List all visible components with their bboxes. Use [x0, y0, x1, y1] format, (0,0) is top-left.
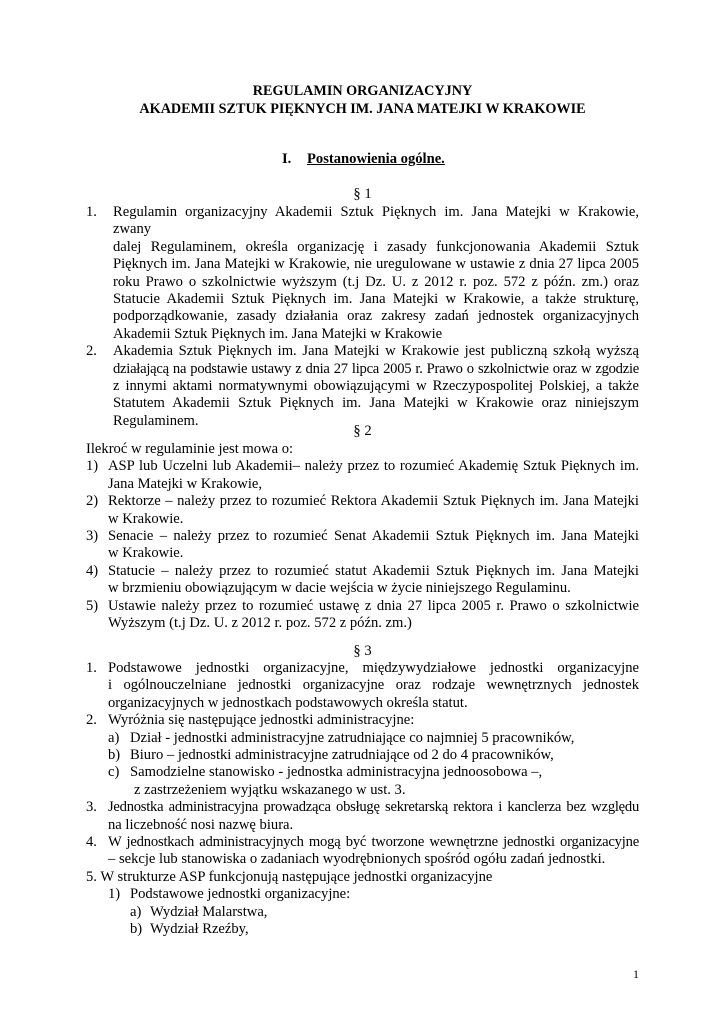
text-line: Wydział Rzeźby,	[150, 921, 249, 938]
text-line: Samodzielne stanowisko - jednostka administracyjna jednoosobowa –,	[130, 764, 543, 781]
document-title-line-1: REGULAMIN ORGANIZACYJNY	[252, 83, 473, 99]
text-line: Statucie – należy przez to rozumieć statut Akademii Sztuk Pięknych im. Jana Matejki	[108, 562, 639, 579]
list-item-5: 5. W strukturze ASP funkcjonują następujące jednostki organizacyjne	[86, 868, 493, 885]
section-label: Postanowienia ogólne.	[307, 151, 445, 167]
text-line: roku Prawo o szkolnictwie wyższym (t.j Dz. U. z 2012 r. poz. 572 z późn. zm.) oraz	[113, 273, 639, 290]
list-number: 4)	[86, 562, 99, 579]
text-line: Wydział Malarstwa,	[150, 903, 268, 920]
list-item	[86, 598, 639, 633]
text-line: podporządkowanie, zasady działania oraz zakresy zadań jednostek organizacyjnych	[113, 308, 639, 325]
sub-list-item	[130, 921, 639, 938]
paragraph-mark-2: § 2	[353, 423, 372, 439]
list-item-text	[113, 343, 639, 430]
list-item	[86, 712, 639, 799]
text-line: Wyższym (t.j Dz. U. z 2012 r. poz. 572 z późn. zm.)	[108, 615, 412, 632]
text-line: Wyróżnia się następujące jednostki administracyjne:	[108, 712, 415, 729]
text-line: Statucie Akademii Sztuk Pięknych im. Jana Matejki w Krakowie, a także strukturę,	[113, 291, 639, 308]
text-line: Biuro – jednostki administracyjne zatrudniające od 2 do 4 pracowników,	[130, 747, 554, 764]
list-item	[86, 493, 639, 528]
text-line: i ogólnouczelniane jednostki organizacyjne oraz rodzaje wewnętrznych jednostek	[108, 677, 639, 694]
paragraph-3	[86, 660, 639, 939]
list-number: 2.	[86, 343, 97, 360]
list-item	[86, 799, 639, 834]
list-item	[86, 528, 639, 563]
text-line: Akademii Sztuk Pięknych im. Jana Matejki w Krakowie	[113, 325, 443, 342]
paragraph-mark-3: § 3	[353, 643, 372, 659]
list-number: 2.	[86, 712, 97, 729]
text-line: organizacyjnych w jednostkach podstawowych określa statut.	[108, 694, 468, 711]
sub-list-number: 1)	[108, 886, 121, 903]
list-number: 2)	[86, 493, 99, 510]
sub-list-item	[108, 764, 639, 799]
text-line: Jana Matejki w Krakowie,	[108, 475, 262, 492]
paragraph-mark-1: § 1	[353, 186, 372, 202]
sub-list-letter: c)	[108, 764, 120, 781]
text-line: Podstawowe jednostki organizacyjne, międzywydziałowe jednostki organizacyjne	[108, 660, 639, 676]
text-line: w Krakowie.	[108, 510, 184, 527]
text-line: Ustawie należy przez to rozumieć ustawę z dnia 27 lipca 2005 r. Prawo o szkolnictwie	[108, 597, 639, 614]
paragraph-2	[86, 441, 639, 632]
list-item	[86, 660, 639, 712]
list-number: 1.	[86, 204, 97, 220]
sub-list-letter: a)	[108, 729, 120, 746]
text-line: w brzmieniu obowiązującym w dacie wejścia w życie niniejszego Regulaminu.	[108, 580, 571, 597]
text-line: z innymi aktami normatywnymi obowiązującymi w Rzeczypospolitej Polskiej, a także	[113, 378, 639, 395]
text-line: na liczebność nosi nazwę biura.	[108, 816, 294, 833]
list-number: 1)	[86, 458, 99, 475]
list-number: 1.	[86, 660, 97, 676]
text-line: dalej Regulaminem, określa organizację i zasady funkcjonowania Akademii Sztuk	[113, 238, 639, 255]
list-item	[86, 834, 639, 869]
list-item	[86, 563, 639, 598]
list-item	[86, 458, 639, 493]
list-number: 3)	[86, 528, 99, 545]
text-line: Regulamin organizacyjny Akademii Sztuk Pięknych im. Jana Matejki w Krakowie, zwany	[113, 204, 639, 238]
text-line: Podstawowe jednostki organizacyjne:	[130, 886, 351, 903]
text-line: Pięknych im. Jana Matejki w Krakowie, nie uregulowane w ustawie z dnia 27 lipca 2005	[113, 256, 639, 273]
list-item-text	[113, 204, 639, 343]
text-line: ASP lub Uczelni lub Akademii– należy przez to rozumieć Akademię Sztuk Pięknych im.	[108, 458, 639, 475]
text-line: działającą na podstawie ustawy z dnia 27 lipca 2005 r. Prawo o szkolnictwie oraz w zgodzie	[113, 360, 639, 377]
sub-list-item	[130, 904, 639, 921]
section-number: I.	[282, 151, 292, 167]
list-number: 3.	[86, 799, 97, 816]
text-line: Dział - jednostki administracyjne zatrudniające co najmniej 5 pracowników,	[130, 729, 575, 746]
sub-list-item	[108, 747, 639, 764]
paragraph-1-list	[86, 204, 639, 430]
paragraph-2-intro: Ilekroć w regulaminie jest mowa o:	[86, 441, 294, 457]
document-title-line-2: AKADEMII SZTUK PIĘKNYCH IM. JANA MATEJKI W KRAKOWIE	[139, 101, 586, 117]
section-heading	[282, 151, 445, 168]
list-item	[86, 204, 639, 343]
text-line: w Krakowie.	[108, 545, 184, 562]
text-line: Statutem Akademii Sztuk Pięknych im. Jana Matejki w Krakowie oraz niniejszym	[113, 395, 639, 412]
page-number: 1	[633, 967, 639, 981]
list-item	[86, 343, 639, 430]
list-number: 5)	[86, 597, 99, 614]
text-line: Rektorze – należy przez to rozumieć Rektora Akademii Sztuk Pięknych im. Jana Matejki	[108, 493, 639, 510]
text-line: Akademia Sztuk Pięknych im. Jana Matejki w Krakowie jest publiczną szkołą wyższą	[113, 343, 639, 360]
sub-list-letter: b)	[108, 747, 121, 764]
sub-list-letter: a)	[130, 903, 142, 920]
text-line: Jednostka administracyjna prowadząca obsługę sekretarską rektora i kanclerza bez względu	[108, 799, 639, 816]
list-number: 4.	[86, 834, 97, 851]
text-line: W jednostkach administracyjnych mogą być tworzone wewnętrzne jednostki organizacyjne	[108, 834, 639, 851]
text-line: z zastrzeżeniem wyjątku wskazanego w ust. 3.	[134, 781, 406, 798]
sub-list-item	[108, 886, 639, 938]
sub-list-letter: b)	[130, 921, 143, 938]
sub-list-item	[108, 730, 639, 747]
text-line: – sekcje lub stanowiska o zadaniach wyodrębnionych spośród ogółu zadań jednostki.	[108, 851, 606, 868]
text-line: Regulaminem.	[113, 412, 199, 429]
text-line: Senacie – należy przez to rozumieć Senat Akademii Sztuk Pięknych im. Jana Matejki	[108, 528, 639, 545]
